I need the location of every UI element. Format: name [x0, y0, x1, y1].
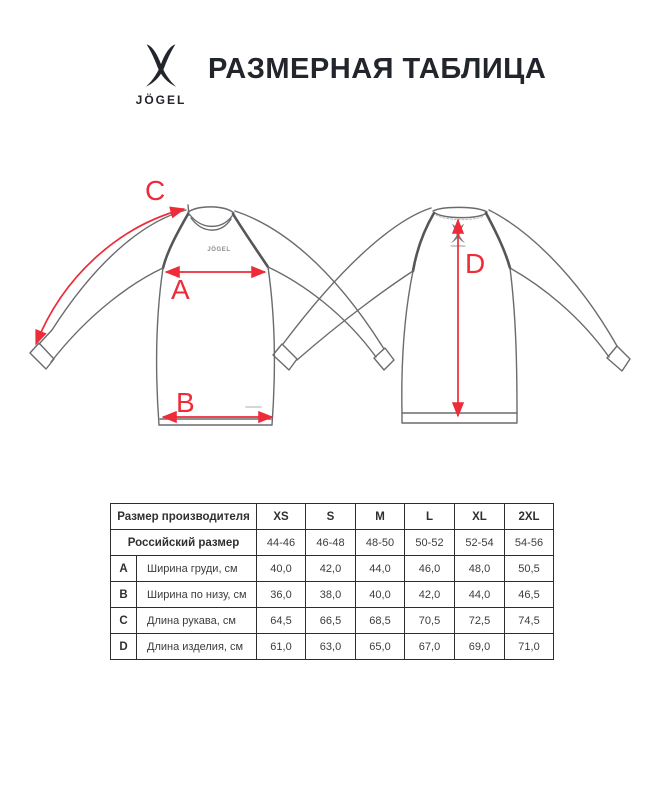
measurement-row — [111, 634, 554, 660]
row-letter: C — [111, 608, 137, 634]
measurement-value: 48,0 — [455, 556, 505, 582]
label-b: B — [176, 387, 195, 418]
measurement-value: 42,0 — [306, 556, 356, 582]
parameter-name: Длина изделия, см — [137, 634, 257, 660]
measurement-value: 74,5 — [505, 608, 554, 634]
measurement-value: 40,0 — [356, 582, 405, 608]
size-table-body — [111, 504, 554, 660]
measurement-value: 44,0 — [356, 556, 405, 582]
measurement-value: 44,0 — [455, 582, 505, 608]
size-column-header: XL — [455, 504, 505, 530]
measurement-value: 71,0 — [505, 634, 554, 660]
size-column-header: 2XL — [505, 504, 554, 530]
russian-size-value: 50-52 — [405, 530, 455, 556]
row-letter: A — [111, 556, 137, 582]
label-d: D — [465, 248, 486, 279]
shirt-front-view — [30, 205, 394, 425]
measurement-value: 50,5 — [505, 556, 554, 582]
russian-size-value: 46-48 — [306, 530, 356, 556]
size-column-header: L — [405, 504, 455, 530]
measurement-value: 42,0 — [405, 582, 455, 608]
measurement-row — [111, 556, 554, 582]
row-letter: D — [111, 634, 137, 660]
measurement-value: 40,0 — [257, 556, 306, 582]
measurement-row — [111, 608, 554, 634]
measurement-value: 61,0 — [257, 634, 306, 660]
measurement-value: 38,0 — [306, 582, 356, 608]
measurement-row — [111, 582, 554, 608]
measurement-value: 46,0 — [405, 556, 455, 582]
measurement-value: 67,0 — [405, 634, 455, 660]
measurement-value: 64,5 — [257, 608, 306, 634]
measurement-value: 65,0 — [356, 634, 405, 660]
measurement-value: 36,0 — [257, 582, 306, 608]
manufacturer-size-label: Размер производителя — [111, 504, 257, 530]
measurement-value: 46,5 — [505, 582, 554, 608]
russian-size-value: 54-56 — [505, 530, 554, 556]
row-letter: B — [111, 582, 137, 608]
brand-logo — [126, 42, 196, 107]
russian-size-value: 44-46 — [257, 530, 306, 556]
manufacturer-size-row — [111, 504, 554, 530]
parameter-name: Длина рукава, см — [137, 608, 257, 634]
measurement-value: 63,0 — [306, 634, 356, 660]
measurement-value: 72,5 — [455, 608, 505, 634]
measurement-value: 68,5 — [356, 608, 405, 634]
size-column-header: S — [306, 504, 356, 530]
measurement-diagram — [0, 160, 665, 460]
parameter-name: Ширина груди, см — [137, 556, 257, 582]
jogel-horns-icon — [137, 42, 185, 90]
parameter-name: Ширина по низу, см — [137, 582, 257, 608]
size-column-header: M — [356, 504, 405, 530]
russian-size-value: 52-54 — [455, 530, 505, 556]
russian-size-label: Российский размер — [111, 530, 257, 556]
size-table — [110, 503, 554, 660]
page-title: РАЗМЕРНАЯ ТАБЛИЦА — [208, 53, 547, 85]
brand-wordmark: JÖGEL — [135, 93, 187, 107]
measurement-value: 66,5 — [306, 608, 356, 634]
size-column-header: XS — [257, 504, 306, 530]
measurement-value: 70,5 — [405, 608, 455, 634]
label-a: A — [171, 274, 190, 305]
chest-logo-text: JÖGEL — [207, 247, 231, 253]
russian-size-row — [111, 530, 554, 556]
label-c: C — [145, 175, 166, 206]
measurement-value: 69,0 — [455, 634, 505, 660]
russian-size-value: 48-50 — [356, 530, 405, 556]
shirt-back-view — [273, 207, 630, 423]
